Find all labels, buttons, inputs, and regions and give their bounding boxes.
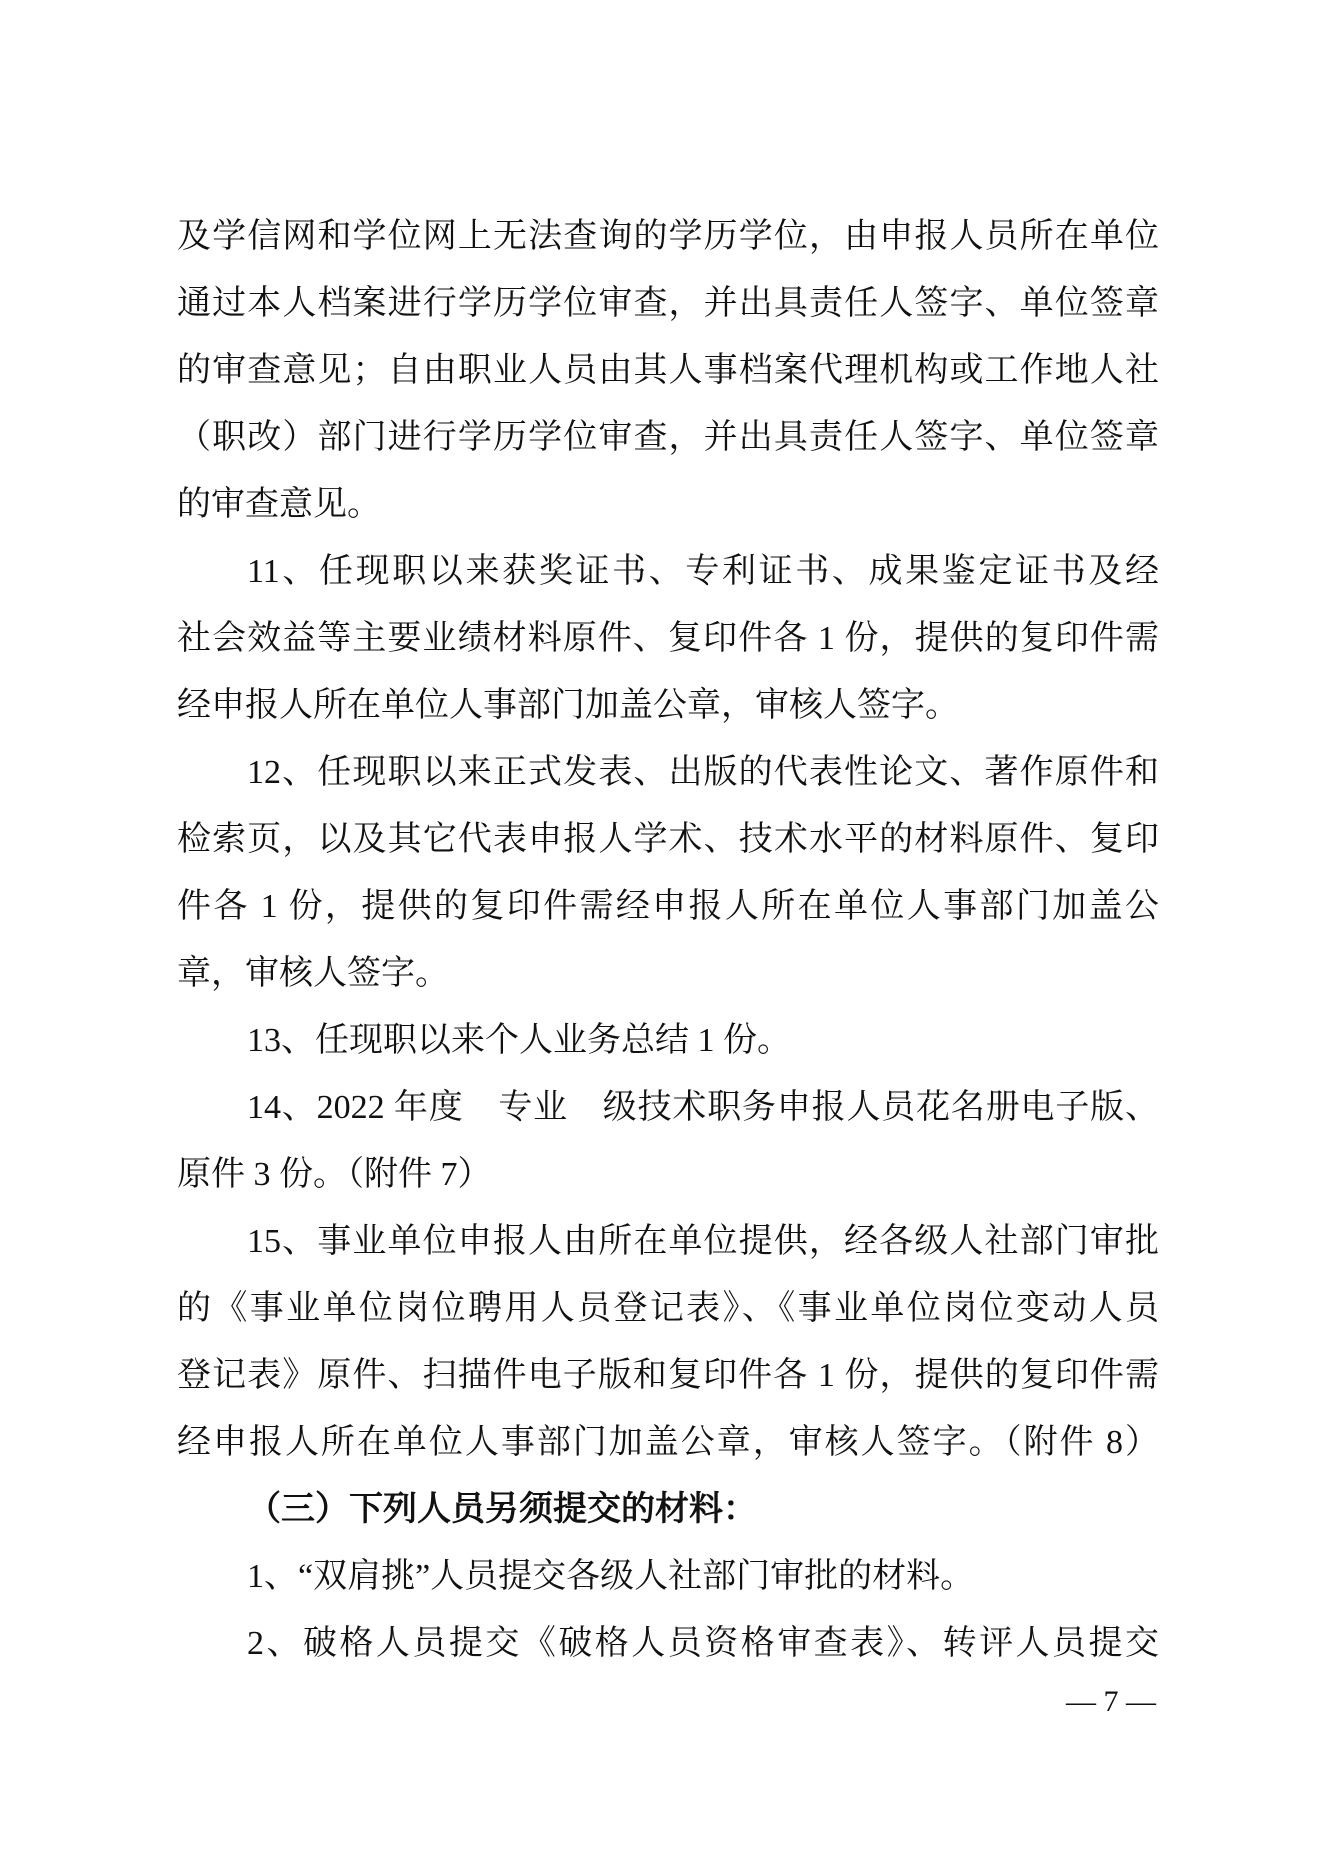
paragraph — [177, 1007, 1159, 1074]
paragraph — [177, 1610, 1159, 1677]
paragraph-line: 及学信网和学位网上无法查询的学历学位，由申报人员所在单位 — [177, 218, 1159, 255]
paragraph — [177, 1543, 1159, 1610]
paragraph-line: 登记表》原件、扫描件电子版和复印件各 1 份，提供的复印件需 — [177, 1357, 1159, 1394]
document-body — [177, 203, 1159, 1677]
paragraph-line: 章，审核人签字。 — [177, 955, 449, 992]
section-heading-paragraph — [177, 1476, 1159, 1543]
paragraph — [177, 739, 1159, 1007]
paragraph-line: 15、事业单位申报人由所在单位提供，经各级人社部门审批 — [247, 1223, 1159, 1260]
page-number: — 7 — — [1066, 1685, 1156, 1718]
paragraph-line: 经申报人所在单位人事部门加盖公章，审核人签字。 — [177, 687, 959, 724]
paragraph-line: 的审查意见；自由职业人员由其人事档案代理机构或工作地人社 — [177, 352, 1159, 389]
paragraph-line: 经申报人所在单位人事部门加盖公章，审核人签字。（附件 8） — [177, 1424, 1159, 1461]
paragraph-line: 13、任现职以来个人业务总结 1 份。 — [247, 1022, 791, 1059]
paragraph-line: 11、任现职以来获奖证书、专利证书、成果鉴定证书及经 — [247, 553, 1159, 590]
paragraph-line: 件各 1 份，提供的复印件需经申报人所在单位人事部门加盖公 — [177, 888, 1159, 925]
paragraph — [177, 1074, 1159, 1208]
paragraph-line: 原件 3 份。（附件 7） — [177, 1156, 492, 1193]
paragraph — [177, 538, 1159, 739]
section-heading: （三）下列人员另须提交的材料： — [247, 1491, 757, 1528]
paragraph-line: 社会效益等主要业绩材料原件、复印件各 1 份，提供的复印件需 — [177, 620, 1159, 657]
paragraph-line: 通过本人档案进行学历学位审查，并出具责任人签字、单位签章 — [177, 285, 1159, 322]
paragraph-line: 12、任现职以来正式发表、出版的代表性论文、著作原件和 — [247, 754, 1159, 791]
paragraph-line: （职改）部门进行学历学位审查，并出具责任人签字、单位签章 — [177, 419, 1159, 456]
paragraph — [177, 1208, 1159, 1476]
paragraph-line: 的《事业单位岗位聘用人员登记表》、《事业单位岗位变动人员 — [177, 1290, 1159, 1327]
paragraph-line: 1、“双肩挑”人员提交各级人社部门审批的材料。 — [247, 1558, 975, 1595]
paragraph-line: 检索页，以及其它代表申报人学术、技术水平的材料原件、复印 — [177, 821, 1159, 858]
paragraph-line: 2、破格人员提交《破格人员资格审查表》、转评人员提交 — [247, 1625, 1159, 1662]
paragraph-line: 的审查意见。 — [177, 486, 381, 523]
paragraph — [177, 203, 1159, 538]
paragraph-line: 14、2022 年度 专业 级技术职务申报人员花名册电子版、 — [247, 1089, 1159, 1126]
